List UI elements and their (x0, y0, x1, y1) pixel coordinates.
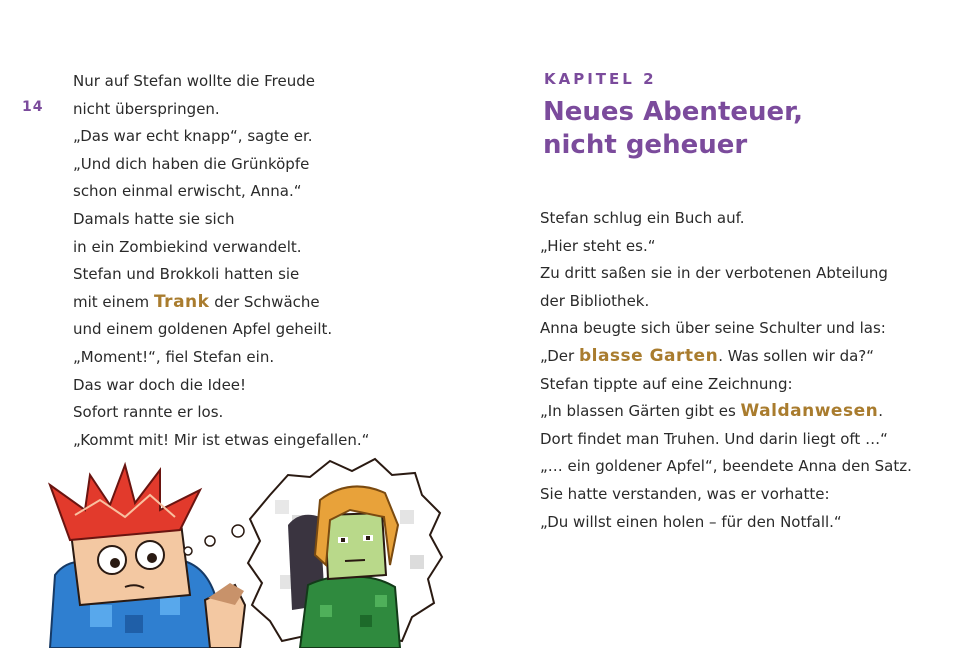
thought-dots (184, 525, 244, 555)
text-line: schon einmal erwischt, Anna.“ (73, 182, 302, 201)
text-line: „… ein goldener Apfel“, beendete Anna den Satz. (540, 457, 912, 476)
text-line: „Du willst einen holen – für den Notfall.“ (540, 512, 842, 531)
text-line: „Kommt mit! Mir ist etwas eingefallen.“ (73, 430, 370, 449)
text-line (73, 289, 473, 317)
left-page-text (73, 68, 473, 454)
chapter-label: KAPITEL 2 (544, 70, 657, 88)
text-fragment: „Der (540, 346, 579, 365)
highlighted-word: Waldanwesen (740, 401, 879, 422)
text-line: der Bibliothek. (540, 291, 650, 310)
text-line: „Und dich haben die Grünköpfe (73, 154, 310, 173)
text-line: „Das war echt knapp“, sagte er. (73, 127, 313, 146)
text-line: Sofort rannte er los. (73, 403, 224, 422)
text-line: in ein Zombiekind verwandelt. (73, 237, 302, 256)
text-line (540, 398, 940, 426)
highlighted-word: blasse Garten (578, 345, 719, 366)
text-fragment: der Schwäche (209, 292, 320, 311)
text-fragment: . Was sollen wir da?“ (718, 346, 875, 365)
page-number: 14 (22, 99, 44, 115)
text-line: Stefan und Brokkoli hatten sie (73, 265, 300, 284)
text-line: Damals hatte sie sich (73, 209, 235, 228)
text-fragment: „In blassen Gärten gibt es (540, 402, 741, 421)
text-line: Das war doch die Idee! (73, 375, 247, 394)
chapter-title-line: nicht geheuer (543, 130, 748, 160)
text-line: Zu dritt saßen sie in der verbotenen Abteilung (540, 264, 888, 283)
text-line: „Hier steht es.“ (540, 236, 656, 255)
text-fragment: mit einem (73, 292, 154, 311)
text-line: Nur auf Stefan wollte die Freude (73, 72, 315, 90)
text-line: nicht überspringen. (73, 99, 220, 118)
text-line: Dort findet man Truhen. Und darin liegt oft …“ (540, 429, 888, 448)
text-line: und einem goldenen Apfel geheilt. (73, 320, 333, 339)
text-line: Stefan tippte auf eine Zeichnung: (540, 374, 793, 393)
comic-illustration (30, 455, 450, 648)
text-line (540, 343, 940, 371)
boy-character (50, 465, 245, 648)
right-page-text (540, 205, 940, 536)
text-line: Sie hatte verstanden, was er vorhatte: (540, 484, 830, 503)
text-line: „Moment!“, fiel Stefan ein. (73, 347, 275, 366)
text-fragment: . (878, 402, 883, 421)
chapter-title-line: Neues Abenteuer, (543, 97, 804, 127)
text-line: Anna beugte sich über seine Schulter und las: (540, 319, 886, 338)
chapter-title (543, 96, 803, 162)
text-line: Stefan schlug ein Buch auf. (540, 209, 745, 227)
highlighted-word: Trank (153, 291, 210, 312)
